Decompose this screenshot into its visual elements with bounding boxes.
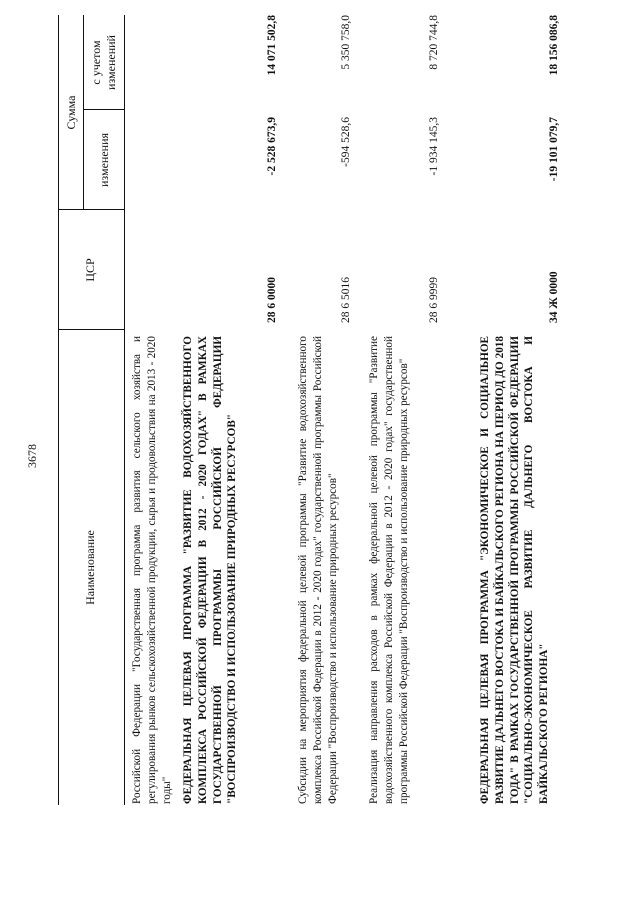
table-row-name: Реализация направления расходов в рамках федеральной целевой программы "Развитие водохозяйственного комплекса Российской Федерации в 2012 - 2020 годах" государственной программы Российской Федерации "Воспроизводство и использование природных ресурсов"	[368, 336, 410, 804]
table-row-name: ФЕДЕРАЛЬНАЯ ЦЕЛЕВАЯ ПРОГРАММА "РАЗВИТИЕ ВОДОХОЗЯЙСТВЕННОГО КОМПЛЕКСА РОССИЙСКОЙ ФЕДЕРАЦИИ В 2012 - 2020 ГОДАХ" В РАМКАХ ГОСУДАРСТВЕННОЙ ПРОГРАММЫ РОССИЙСКОЙ ФЕДЕРАЦИИ "ВОСПРОИЗВОДСТВО И ИСПОЛЬЗОВАНИЕ ПРИРОДНЫХ РЕСУРСОВ"	[182, 336, 239, 804]
header-sum-divider	[83, 15, 84, 210]
table-row-changes: -594 528,6	[340, 117, 352, 167]
table-row-name: ФЕДЕРАЛЬНАЯ ЦЕЛЕВАЯ ПРОГРАММА "ЭКОНОМИЧЕСКОЕ И СОЦИАЛЬНОЕ РАЗВИТИЕ ДАЛЬНЕГО ВОСТОКА И БАЙКАЛЬСКОГО РЕГИОНА НА ПЕРИОД ДО 2018 ГОДА" В РАМКАХ ГОСУДАРСТВЕННОЙ ПРОГРАММЫ РОССИЙСКОЙ ФЕДЕРАЦИИ "СОЦИАЛЬНО-ЭКОНОМИЧЕСКОЕ РАЗВИТИЕ ДАЛЬНЕГО ВОСТОКА И БАЙКАЛЬСКОГО РЕГИОНА"	[479, 336, 551, 804]
table-row-name: Субсидии на мероприятия федеральной целевой программы "Развитие водохозяйственного комплекса Российской Федерации в 2012 - 2020 годах" государственной программы Российской Федерации "Воспроизводство и использование природных ресурсов"	[297, 336, 339, 804]
table-row-name: Российской Федерации "Государственная программа развития сельского хозяйства и регулирования рынков сельскохозяйственной продукции, сырья и продовольствия на 2013 - 2020 годы"	[131, 336, 173, 804]
table-row-total: 14 071 502,8	[266, 15, 278, 76]
page-number: 3678	[25, 444, 39, 468]
table-top-border	[58, 15, 59, 805]
column-header-with-changes: с учетом изменений	[89, 35, 118, 90]
column-header-sum: Сумма	[64, 95, 78, 130]
column-header-changes: изменения	[97, 132, 111, 188]
column-header-csr: ЦСР	[83, 258, 97, 282]
table-row-changes: -19 101 079,7	[548, 117, 560, 182]
table-row-total: 8 720 744,8	[428, 15, 440, 70]
table-row-changes: -1 934 145,3	[428, 117, 440, 176]
table-row-total: 5 350 758,0	[340, 15, 352, 70]
table-row-changes: -2 528 673,9	[266, 117, 278, 176]
column-header-name: Наименование	[83, 530, 97, 605]
table-row-csr: 28 6 9999	[428, 277, 440, 323]
table-row-csr: 28 6 0000	[266, 277, 278, 323]
table-row-csr: 28 6 5016	[340, 277, 352, 323]
table-row-total: 18 156 086,8	[548, 15, 560, 76]
table-row-csr: 34 Ж 0000	[548, 271, 560, 323]
header-bottom-border	[124, 15, 125, 805]
